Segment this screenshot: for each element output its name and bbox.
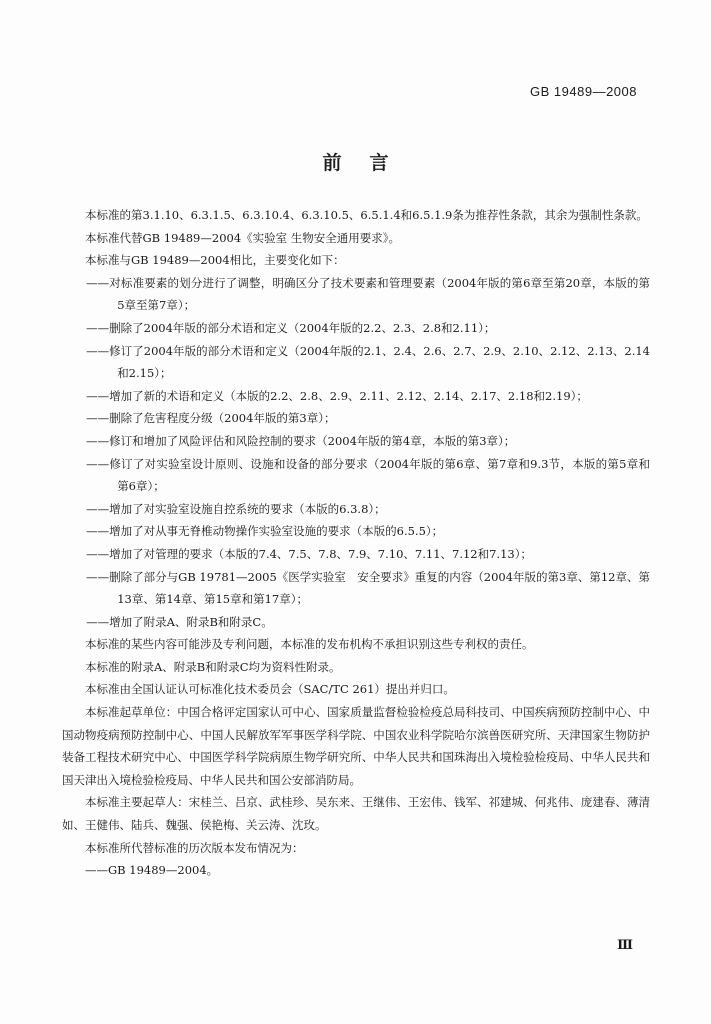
change-item: ——增加了对实验室设施自控系统的要求（本版的6.3.8）； [86, 501, 386, 516]
page-number: Ⅲ [617, 938, 633, 953]
paragraph-recommended-clauses: 本标准的第3.1.10、6.3.1.5、6.3.10.4、6.3.10.5、6.5.1.4和6.5.1.9条为推荐性条款，其余为强制性条款。 [85, 208, 648, 222]
change-item: ——增加了对从事无脊椎动物操作实验室设施的要求（本版的6.5.5）； [86, 524, 444, 539]
change-item: ——删除了部分与GB 19781—2005《医学实验室 安全要求》重复的内容（2004年版的第3章、第12章、第13章、第14章、第15章和第17章）； [86, 569, 650, 607]
paragraph-history-intro: 本标准所代替标准的历次版本发布情况为： [85, 840, 304, 855]
paragraph-drafting-units: 本标准起草单位：中国合格评定国家认可中心、国家质量监督检验检疫总局科技司、中国疾病预防控制中心、中国动物疫病预防控制中心、中国人民解放军军事医学科学院、中国农业科学院哈尔滨兽医研究所、天津国家生物防护装备工程技术研究中心、中国医学科学院病原生物学研究所、中华人民共和国珠海出入境检验检疫局、中华人民共和国天津出入境检验检疫局、中华人民共和国公安部消防局。 [62, 705, 650, 787]
change-item: ——删除了2004年版的部分术语和定义（2004年版的2.2、2.3、2.8和2.11）； [86, 320, 496, 335]
paragraph-replaces: 本标准代替GB 19489—2004《实验室 生物安全通用要求》。 [85, 230, 401, 245]
change-item: ——删除了危害程度分级（2004年版的第3章）； [86, 411, 336, 426]
foreword-body [62, 204, 650, 882]
change-item: ——修订了2004年版的部分术语和定义（2004年版的2.1、2.4、2.6、2.7、2.9、2.10、2.12、2.13、2.14和2.15）； [86, 343, 650, 381]
paragraph-proposed-by: 本标准由全国认证认可标准化技术委员会（SAC/TC 261）提出并归口。 [85, 682, 455, 697]
change-item: ——增加了对管理的要求（本版的7.4、7.5、7.8、7.9、7.10、7.11、7.12和7.13）； [86, 546, 532, 561]
paragraph-history-item: ——GB 19489—2004。 [85, 863, 219, 878]
page-title: 前言 [322, 152, 417, 174]
paragraph-changes-intro: 本标准与GB 19489—2004相比，主要变化如下： [85, 253, 345, 268]
change-item: ——修订和增加了风险评估和风险控制的要求（2004年版的第4章，本版的第3章）； [86, 433, 516, 448]
change-item: ——增加了新的术语和定义（本版的2.2、2.8、2.9、2.11、2.12、2.14、2.17、2.18和2.19）； [86, 388, 588, 403]
paragraph-patent-notice: 本标准的某些内容可能涉及专利问题，本标准的发布机构不承担识别这些专利权的责任。 [85, 637, 534, 652]
change-item: ——修订了对实验室设计原则、设施和设备的部分要求（2004年版的第6章、第7章和9.3节，本版的第5章和第6章）； [86, 456, 650, 494]
standard-code: GB 19489—2008 [530, 84, 637, 99]
change-item: ——增加了附录A、附录B和附录C。 [86, 614, 273, 629]
paragraph-annexes: 本标准的附录A、附录B和附录C均为资料性附录。 [85, 659, 341, 674]
paragraph-drafters: 本标准主要起草人：宋桂兰、吕京、武桂珍、吴东来、王继伟、王宏伟、钱军、祁建城、何兆伟、庞建春、薄清如、王健伟、陆兵、魏强、侯艳梅、关云涛、沈玫。 [62, 795, 650, 833]
change-item: ——对标准要素的划分进行了调整，明确区分了技术要素和管理要素（2004年版的第6章至第20章，本版的第5章至第7章）； [86, 275, 650, 313]
